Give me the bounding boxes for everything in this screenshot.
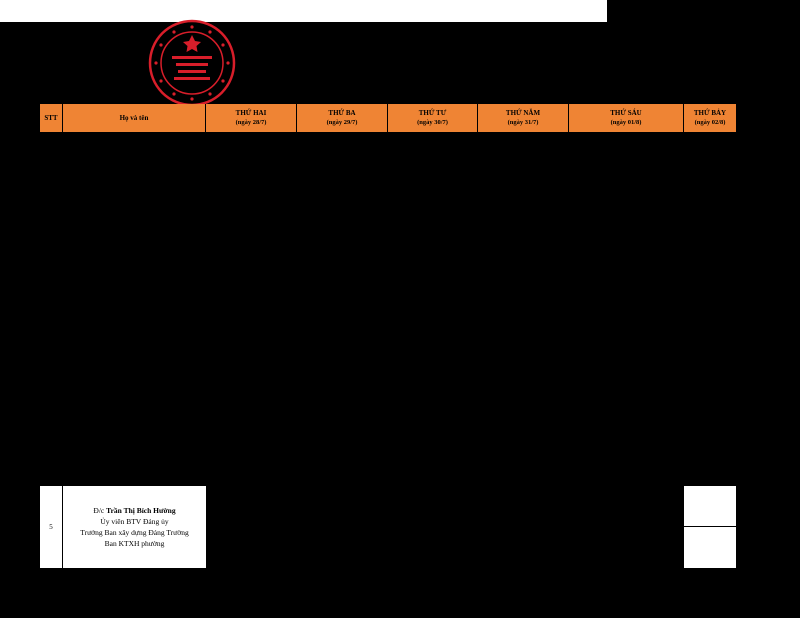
header-day-label: THỨ SÁU (610, 109, 642, 117)
header-day-tuesday (297, 104, 388, 132)
header-day-saturday (684, 104, 736, 132)
header-day-label: THỨ NĂM (505, 109, 541, 117)
header-day-label: THỨ BẢY (693, 109, 727, 117)
red-seal-stamp (148, 19, 236, 107)
row-person-name: Trần Thị Bích Hường (106, 506, 176, 515)
header-day-friday (569, 104, 684, 132)
header-stt-label: STT (44, 113, 58, 122)
header-day-label: THỨ TƯ (418, 109, 447, 117)
row-position-2: Trưởng Ban xây dựng Đảng Trường (80, 528, 189, 537)
row-person-line (93, 505, 175, 516)
top-white-band (0, 0, 607, 22)
header-date-label: (ngày 29/7) (326, 119, 358, 126)
row-position-3: Ban KTXH phường (104, 539, 165, 548)
header-day-label: THỨ HAI (235, 109, 267, 117)
header-stt (40, 104, 63, 132)
header-day-monday (206, 104, 297, 132)
row-stt-cell (40, 486, 63, 568)
row-position-1: Ủy viên BTV Đảng ủy (100, 517, 169, 526)
row-prefix: Đ/c (93, 506, 107, 515)
header-day-thursday (478, 104, 569, 132)
header-date-label: (ngày 28/7) (235, 119, 267, 126)
row-name-cell (63, 486, 206, 568)
header-date-label: (ngày 31/7) (507, 119, 539, 126)
header-date-label: (ngày 02/8) (694, 119, 726, 126)
saturday-cell-bottom (684, 527, 736, 568)
header-name-label: Họ và tên (119, 113, 149, 122)
header-date-label: (ngày 01/8) (610, 119, 642, 126)
row-stt-value: 5 (49, 523, 53, 531)
header-name (63, 104, 206, 132)
header-date-label: (ngày 30/7) (417, 119, 448, 126)
table-row (40, 486, 206, 568)
header-day-wednesday (388, 104, 478, 132)
header-day-label: THỨ BA (328, 109, 356, 117)
saturday-cell-top (684, 486, 736, 526)
schedule-header-row (40, 104, 736, 132)
